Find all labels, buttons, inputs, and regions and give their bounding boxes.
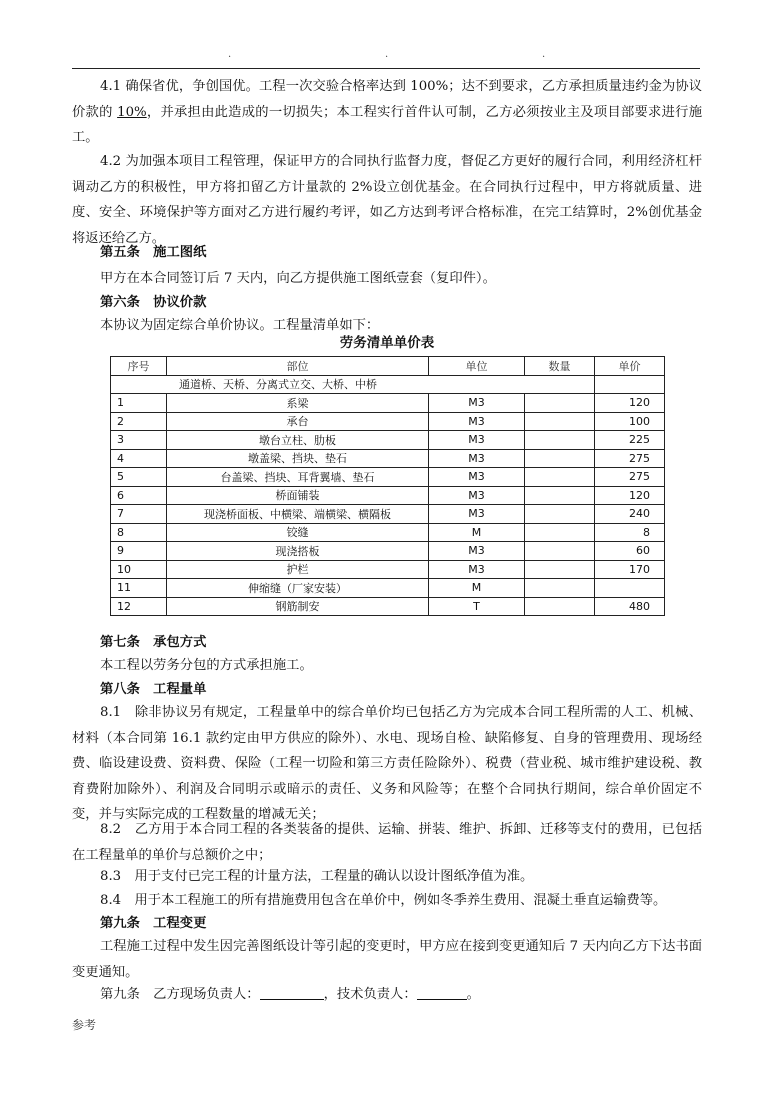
- row-qty: [525, 542, 595, 561]
- header-part: 部位: [167, 357, 429, 376]
- table-category-row: [111, 375, 665, 394]
- art6-body: 本协议为固定综合单价协议。工程量清单如下：: [100, 318, 380, 333]
- art9-body: 工程施工过程中发生因完善图纸设计等引起的变更时，甲方应在接到变更通知后 7 天内向乙方下达书面变更通知。: [72, 939, 702, 980]
- row-no: 1: [111, 394, 167, 413]
- row-unit: T: [429, 597, 525, 616]
- row-part: 铰缝: [167, 523, 429, 542]
- row-part: 伸缩缝（厂家安装）: [167, 579, 429, 598]
- table-header-row: [111, 357, 665, 376]
- row-no: 12: [111, 597, 167, 616]
- row-qty: [525, 412, 595, 431]
- row-price: 100: [595, 412, 665, 431]
- row-part: 承台: [167, 412, 429, 431]
- row-price: 60: [595, 542, 665, 561]
- art7-heading: 第七条 承包方式: [100, 635, 207, 650]
- row-part: 墩台立柱、肋板: [167, 431, 429, 450]
- header-dots: [0, 50, 774, 60]
- header-dot: .: [385, 49, 389, 60]
- row-unit: M3: [429, 431, 525, 450]
- row-price: 8: [595, 523, 665, 542]
- row-qty: [525, 579, 595, 598]
- row-part: 桥面铺装: [167, 486, 429, 505]
- header-dot: .: [542, 49, 546, 60]
- art8-heading: 第八条 工程量单: [100, 682, 207, 697]
- table-row: [111, 542, 665, 561]
- header-dot: .: [228, 49, 232, 60]
- header-rule: [72, 68, 700, 69]
- row-no: 3: [111, 431, 167, 450]
- para-4-2: 4.2 为加强本项目工程管理，保证甲方的合同执行监督力度，督促乙方更好的履行合同，利用经济杠杆调动乙方的积极性，甲方将扣留乙方计量款的 2%设立创优基金。在合同执行过程中，甲方将就质量、进度、安全、环境保护等方面对乙方进行履约考评，如乙方达到考评合格标准，在完工结算时，2%创优基金将返还给乙方。: [72, 154, 702, 246]
- header-qty: 数量: [525, 357, 595, 376]
- table-row: [111, 449, 665, 468]
- resp-prefix: 第九条 乙方现场负责人：: [100, 987, 260, 1002]
- table-row: [111, 579, 665, 598]
- art9-heading: 第九条 工程变更: [100, 916, 207, 931]
- art8-p1: 8.1 除非协议另有规定，工程量单中的综合单价均已包括乙方为完成本合同工程所需的人工、机械、材料（本合同第 16.1 款约定由甲方供应的除外）、水电、现场自检、缺陷修复、自身的管理费用、现场经费、临设建设费、资料费、保险（工程一切险和第三方责任险除外）、税费（营业税、城市维护建设税、教育费附加除外）、利润及合同明示或暗示的责任、义务和风险等；在整个合同执行期间，综合单价固定不变，并与实际完成的工程数量的增减无关；: [72, 705, 702, 822]
- table-row: [111, 597, 665, 616]
- table-row: [111, 486, 665, 505]
- table-row: [111, 560, 665, 579]
- row-unit: M3: [429, 542, 525, 561]
- row-qty: [525, 523, 595, 542]
- row-unit: M: [429, 523, 525, 542]
- row-no: 5: [111, 468, 167, 487]
- row-price: 275: [595, 449, 665, 468]
- row-qty: [525, 486, 595, 505]
- row-part: 钢筋制安: [167, 597, 429, 616]
- art8-p4: 8.4 用于本工程施工的所有措施费用包含在单价中，例如冬季养生费用、混凝土垂直运输费等。: [100, 893, 667, 908]
- row-qty: [525, 449, 595, 468]
- row-price: [595, 579, 665, 598]
- row-price: 170: [595, 560, 665, 579]
- row-price: 480: [595, 597, 665, 616]
- row-unit: M3: [429, 468, 525, 487]
- row-part: 现浇搭板: [167, 542, 429, 561]
- table-row: [111, 523, 665, 542]
- para-4-1-text-b: ，并承担由此造成的一切损失；本工程实行首件认可制，乙方必须按业主及项目部要求进行施工。: [72, 104, 702, 145]
- para-4-1-text-a: 4.1 确保省优，争创国优。工程一次交验合格率达到 100%；达不到要求，乙方承担质量违约金为协议价款的: [72, 79, 702, 120]
- tech-manager-blank[interactable]: [417, 985, 467, 1000]
- art9-responsible: [72, 982, 702, 1008]
- row-no: 6: [111, 486, 167, 505]
- row-qty: [525, 431, 595, 450]
- row-price: 240: [595, 505, 665, 524]
- art6-heading: 第六条 协议价款: [100, 295, 207, 310]
- row-unit: M3: [429, 394, 525, 413]
- row-part: 护栏: [167, 560, 429, 579]
- row-no: 4: [111, 449, 167, 468]
- row-no: 9: [111, 542, 167, 561]
- resp-mid: ，技术负责人：: [323, 987, 417, 1002]
- para-4-1: [72, 74, 702, 151]
- row-qty: [525, 597, 595, 616]
- row-price: 120: [595, 486, 665, 505]
- row-price: 225: [595, 431, 665, 450]
- art7-body: 本工程以劳务分包的方式承担施工。: [100, 658, 313, 673]
- art8-p3: 8.3 用于支付已完工程的计量方法，工程量的确认以设计图纸净值为准。: [100, 869, 534, 884]
- row-qty: [525, 468, 595, 487]
- resp-end: 。: [466, 987, 480, 1002]
- footer-text: 参考: [72, 1018, 97, 1032]
- header-unit: 单位: [429, 357, 525, 376]
- row-part: 墩盖梁、挡块、垫石: [167, 449, 429, 468]
- art8-p2: 8.2 乙方用于本合同工程的各类装备的提供、运输、拼装、维护、拆卸、迁移等支付的费用，已包括在工程量单的单价与总额价之中；: [72, 822, 702, 863]
- row-qty: [525, 394, 595, 413]
- table-row: [111, 505, 665, 524]
- table-row: [111, 412, 665, 431]
- row-qty: [525, 505, 595, 524]
- row-no: 7: [111, 505, 167, 524]
- table-title: 劳务清单单价表: [339, 335, 435, 351]
- art5-heading: 第五条 施工图纸: [100, 245, 207, 260]
- row-unit: M3: [429, 412, 525, 431]
- row-unit: M3: [429, 560, 525, 579]
- row-qty: [525, 560, 595, 579]
- art5-body: 甲方在本合同签订后 7 天内，向乙方提供施工图纸壹套（复印件）。: [100, 271, 496, 286]
- para-4-1-underlined: 10%: [117, 104, 147, 120]
- site-manager-blank[interactable]: [260, 985, 324, 1000]
- row-no: 11: [111, 579, 167, 598]
- row-price: 120: [595, 394, 665, 413]
- category-price-cell: [595, 375, 665, 394]
- row-no: 8: [111, 523, 167, 542]
- header-no: 序号: [111, 357, 167, 376]
- table-row: [111, 431, 665, 450]
- row-unit: M3: [429, 449, 525, 468]
- category-cell: 通道桥、天桥、分离式立交、大桥、中桥: [111, 375, 595, 394]
- row-part: 台盖梁、挡块、耳背翼墙、垫石: [167, 468, 429, 487]
- row-no: 10: [111, 560, 167, 579]
- row-part: 系梁: [167, 394, 429, 413]
- price-table: [110, 356, 665, 616]
- row-price: 275: [595, 468, 665, 487]
- row-no: 2: [111, 412, 167, 431]
- header-price: 单价: [595, 357, 665, 376]
- row-unit: M3: [429, 486, 525, 505]
- row-unit: M: [429, 579, 525, 598]
- row-unit: M3: [429, 505, 525, 524]
- table-row: [111, 468, 665, 487]
- row-part: 现浇桥面板、中横梁、端横梁、横隔板: [167, 505, 429, 524]
- table-row: [111, 394, 665, 413]
